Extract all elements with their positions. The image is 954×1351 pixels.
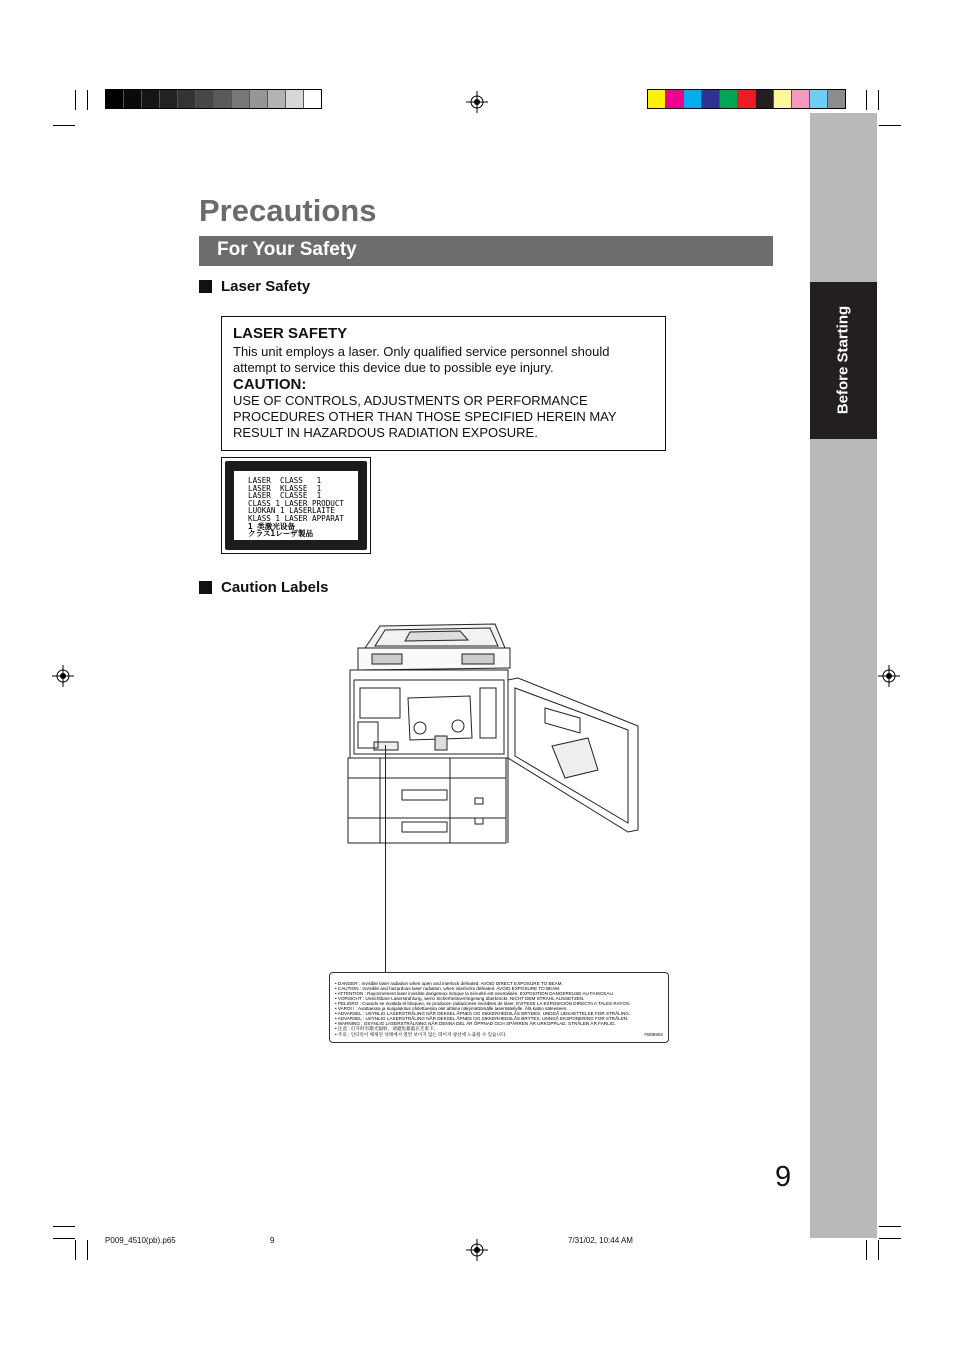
color-swatch [702, 90, 720, 108]
laser-label-line: 1 类激光设备 [248, 521, 296, 531]
color-swatch [666, 90, 684, 108]
process-color-bar [647, 89, 846, 109]
crop-mark [879, 1226, 901, 1227]
registration-mark-icon [466, 91, 488, 113]
laser-label-line: CLASS 1 LASER PRODUCT [248, 498, 345, 508]
caution-label-line: • 注意 : 打开时有激光辐射，请避免暴露在光束下。 [335, 1026, 439, 1031]
color-swatch [648, 90, 666, 108]
caution-label-code: FB88902 [644, 1032, 663, 1037]
footer-timestamp: 7/31/02, 10:44 AM [568, 1236, 633, 1245]
crop-mark [87, 90, 88, 110]
caution-label-line: • WARNING : OSYNLIG LASERSTRÅLNING NÄR DENNA DEL ÄR ÖPPNAD OCH SPÄRREN ÄR URKOPPLAD. STRÅLEN ÄR FARLIG. [335, 1021, 616, 1026]
laser-label-line: クラス1レーザ製品 [248, 529, 314, 539]
color-swatch [684, 90, 702, 108]
crop-mark [53, 125, 75, 126]
color-swatch [160, 90, 178, 108]
laser-safety-heading [199, 278, 310, 295]
caution-label-line: • VORSICHT : Unsichtbare Laserstrahlung, wenn Sicherheitsverriegelung überbrückt. NICHT DEM STRAHL AUSSETZEN. [335, 996, 585, 1001]
caution-label-line: • ADVARSEL : USYNLIG LASERSTRÅLING NÅR DEKSEL ÅPNES OG SIKKERHEDSLÅS BRYTES. UNNGÅ EKSPONERING FOR STRÅLEN. [335, 1016, 629, 1021]
footer-file: P009_4510(pb).p65 [105, 1236, 176, 1245]
leader-line [385, 745, 386, 973]
color-swatch [268, 90, 286, 108]
caution-label [329, 972, 669, 1043]
color-swatch [286, 90, 304, 108]
caution-labels-heading [199, 579, 329, 596]
crop-mark [53, 1238, 75, 1239]
registration-mark-icon [466, 1239, 488, 1261]
laser-label-line: LUOKAN 1 LASERLAITE [248, 506, 335, 516]
page-number: 9 [775, 1161, 792, 1193]
caution-label-line: • DANGER : Invisible laser radiation when open and interlock defeated. AVOID DIRECT EXPOSURE TO BEAM. [335, 981, 563, 986]
laser-label-line: LASER CLASS 1 [248, 476, 322, 485]
color-swatch [792, 90, 810, 108]
laser-box-caution-body: USE OF CONTROLS, ADJUSTMENTS OR PERFORMANCE PROCEDURES OTHER THAN THOSE SPECIFIED HEREIN MAY RESULT IN HAZARDOUS RADIATION EXPOSURE. [233, 393, 617, 440]
color-swatch [828, 90, 845, 108]
section-banner [199, 236, 773, 266]
section-tab-label: Before Starting [834, 305, 852, 415]
caution-label-line: • ADVARSEL : USYNLIG LASERSTRÅLING NÅR DEKSEL ÅPNES OG SIKKERHEDSLÅS BRYDES. UNDGÅ UDSAETTELSE FOR STRÅLING. [335, 1011, 631, 1016]
crop-mark [53, 1226, 75, 1227]
laser-label-line: LASER KLASSE 1 [248, 483, 322, 493]
laser-class-label [221, 457, 371, 554]
section-banner-text: For Your Safety [217, 239, 357, 260]
color-swatch [756, 90, 774, 108]
laser-safety-box [221, 316, 666, 451]
crop-mark [866, 90, 867, 110]
crop-mark [75, 90, 76, 110]
crop-mark [866, 1240, 867, 1260]
color-swatch [196, 90, 214, 108]
crop-mark [87, 1240, 88, 1260]
caution-label-line: • 주의 : 인터록이 해제된 상태에서 열면 보이지 않는 레이저 광선에 노출될 수 있습니다. [335, 1032, 507, 1037]
caution-label-line: • VAROI ! : Avattaessa ja suojalukitus ohitettaessa olet alttiina näkymättömälle lasersäteilylle. Älä katso säteeseen. [335, 1006, 568, 1011]
registration-mark-icon [878, 665, 900, 687]
color-swatch [178, 90, 196, 108]
laser-box-caution-heading: CAUTION: [233, 376, 307, 393]
laser-safety-heading-text: Laser Safety [221, 278, 311, 295]
bullet-square-icon [199, 581, 212, 594]
caution-labels-heading-text: Caution Labels [221, 579, 329, 596]
color-swatch [720, 90, 738, 108]
footer-page: 9 [270, 1236, 275, 1245]
laser-box-heading: LASER SAFETY [233, 325, 348, 342]
crop-mark [879, 125, 901, 126]
caution-label-line: • ATTENTION : Rayonnement laser invisible dangereux lorsque la sécurité est neutralisée. EXPOSITION DANGEREUSE AU FAISCEAU. [335, 991, 615, 996]
color-swatch [232, 90, 250, 108]
color-swatch [142, 90, 160, 108]
color-swatch [774, 90, 792, 108]
laser-label-line: LASER CLASSE 1 [248, 491, 322, 501]
laser-label-line: KLASS 1 LASER APPARAT [248, 513, 345, 523]
grayscale-color-bar [105, 89, 322, 109]
crop-mark [878, 90, 879, 110]
color-swatch [250, 90, 268, 108]
crop-mark [75, 1240, 76, 1260]
crop-mark [878, 1240, 879, 1260]
laser-box-body: This unit employs a laser. Only qualified service personnel should attempt to service this device due to possible eye injury. [233, 344, 610, 375]
bullet-square-icon [199, 280, 212, 293]
color-swatch [106, 90, 124, 108]
caution-label-line: • CAUTION : Invisible and hazardous laser radiation, when interlocks defeated. AVOID EXPOSURE TO BEAM. [335, 986, 561, 991]
color-swatch [214, 90, 232, 108]
color-swatch [810, 90, 828, 108]
crop-mark [879, 1238, 901, 1239]
color-swatch [738, 90, 756, 108]
color-swatch [304, 90, 321, 108]
page-title: Precautions [199, 193, 377, 228]
color-swatch [124, 90, 142, 108]
registration-mark-icon [52, 665, 74, 687]
caution-label-line: • PELIGRO : Cuando se invalida el bloqueo, se producen radiaciones invisibles de láser. EVITESE LA EXPOSICIÓN DIRECTA A TALES RAYOS. [335, 1001, 631, 1006]
